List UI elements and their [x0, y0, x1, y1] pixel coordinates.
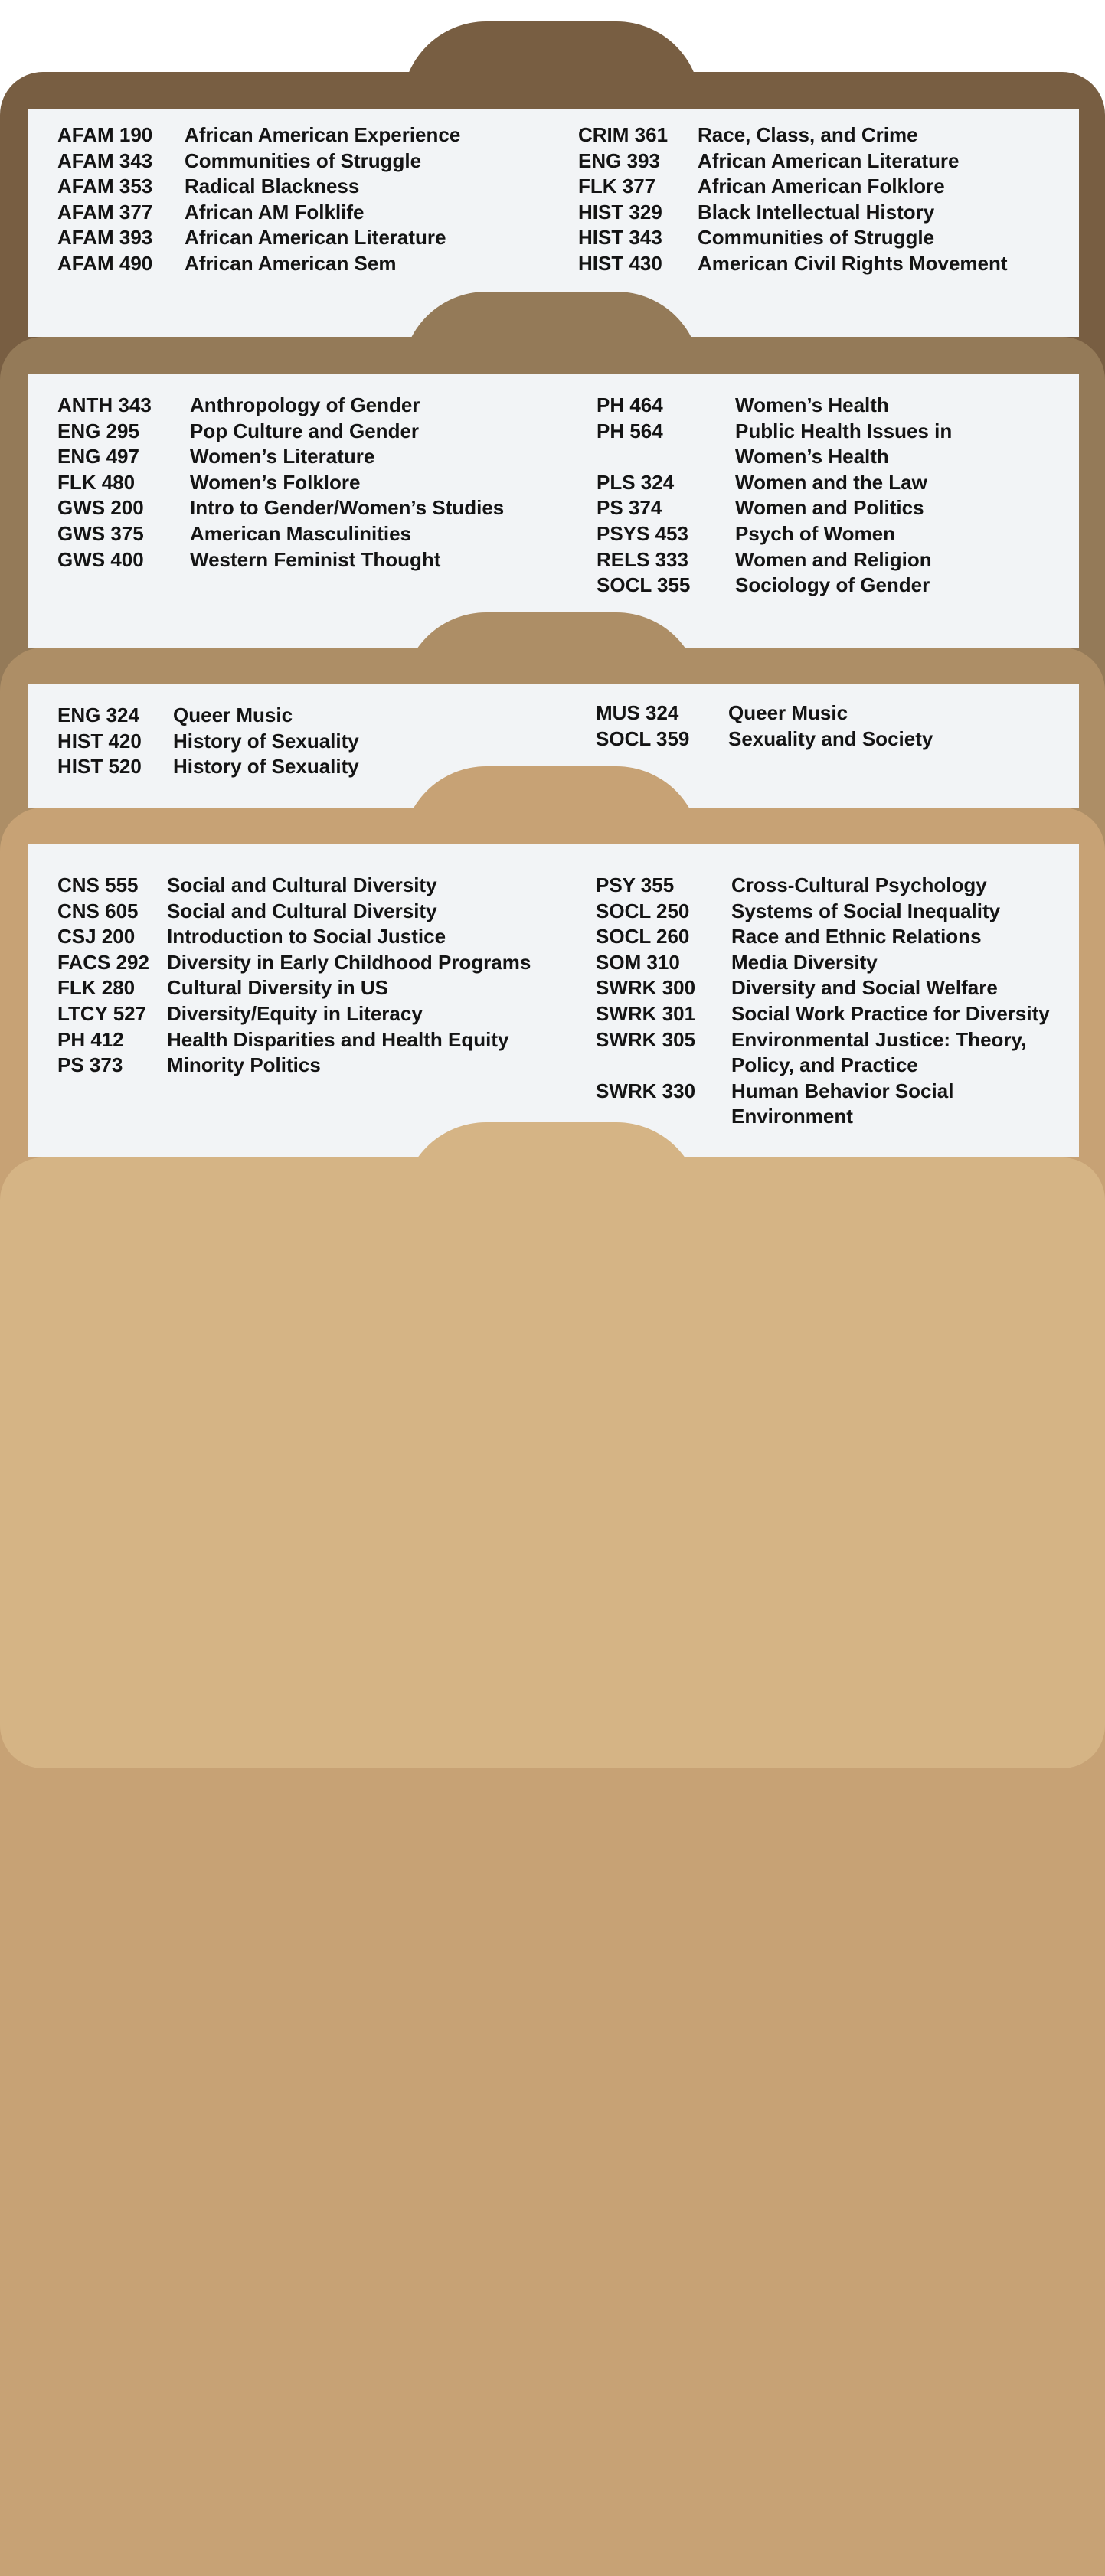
course-title: Communities of Struggle [185, 149, 422, 172]
course-code: SOCL 359 [596, 726, 690, 750]
course-title: Psych of Women [735, 521, 896, 545]
course-code: SOCL 355 [597, 573, 691, 597]
course-code: SWRK 300 [596, 976, 696, 1000]
course-code: PSYS 453 [597, 521, 688, 545]
course-row [597, 573, 952, 599]
course-row [57, 924, 531, 950]
course-row [597, 521, 952, 547]
course-title: Social and Cultural Diversity [167, 899, 437, 922]
course-title: History of Sexuality [173, 729, 359, 753]
course-title: Sexuality and Society [728, 726, 933, 750]
course-title: Minority Politics [167, 1053, 321, 1077]
course-list-right [578, 122, 1008, 277]
course-row [57, 899, 531, 925]
course-code: AFAM 190 [57, 123, 153, 146]
course-title: Women and the Law [735, 470, 927, 494]
course-code: AFAM 377 [57, 200, 153, 224]
course-row [578, 122, 1008, 149]
course-code: SOCL 260 [596, 925, 690, 948]
course-code: CNS 555 [57, 873, 139, 896]
course-panel-2 [28, 374, 1079, 648]
course-row [597, 547, 952, 573]
course-title: American Civil Rights Movement [698, 251, 1008, 275]
course-row [596, 873, 1050, 899]
course-code: PH 464 [597, 393, 663, 416]
course-row [57, 122, 460, 149]
course-code: PS 373 [57, 1053, 123, 1077]
folder-5 [0, 1157, 1105, 1768]
course-title: Pop Culture and Gender [190, 419, 420, 442]
course-row [57, 1001, 531, 1027]
course-row [596, 1104, 1050, 1130]
course-list-left [57, 873, 531, 1079]
course-row [578, 225, 1008, 251]
course-title: Race, Class, and Crime [698, 123, 918, 146]
course-title: Women’s Health [735, 393, 889, 416]
course-title: Western Feminist Thought [190, 547, 441, 571]
course-code: AFAM 490 [57, 251, 153, 275]
course-title: Women’s Folklore [190, 470, 361, 494]
course-row [596, 1001, 1050, 1027]
course-title: African American Folklore [698, 175, 945, 198]
course-code: GWS 200 [57, 496, 144, 520]
course-row [57, 251, 460, 277]
course-row [57, 393, 504, 419]
course-code: SOCL 250 [596, 899, 690, 922]
course-code: AFAM 343 [57, 149, 153, 172]
course-title: African American Literature [185, 226, 446, 250]
course-code: ENG 497 [57, 445, 139, 469]
course-row [597, 393, 952, 419]
course-code: SWRK 305 [596, 1027, 696, 1051]
course-code: CRIM 361 [578, 123, 669, 146]
course-row [57, 950, 531, 976]
course-list-right [596, 873, 1050, 1130]
course-row [578, 251, 1008, 277]
course-title: Introduction to Social Justice [167, 925, 446, 948]
course-row [597, 444, 952, 470]
course-code: GWS 400 [57, 547, 144, 571]
course-code: AFAM 393 [57, 226, 153, 250]
course-title: American Masculinities [190, 521, 411, 545]
course-code: ENG 393 [578, 149, 660, 172]
course-row [596, 1079, 1050, 1105]
course-code: AFAM 353 [57, 175, 153, 198]
course-title: Systems of Social Inequality [731, 899, 1001, 922]
course-row [596, 975, 1050, 1001]
course-code: FLK 377 [578, 175, 656, 198]
course-title: African American Experience [185, 123, 461, 146]
course-row [57, 470, 504, 496]
course-row [57, 1053, 531, 1079]
course-code: FLK 280 [57, 976, 136, 1000]
course-code: ENG 324 [57, 704, 139, 726]
course-title: African American Sem [185, 251, 397, 275]
course-row [57, 521, 504, 547]
course-code: LTCY 527 [57, 1001, 147, 1025]
course-row [57, 729, 359, 755]
course-title: Intro to Gender/Women’s Studies [190, 496, 505, 520]
course-row [596, 726, 933, 753]
course-title: Women and Religion [735, 547, 932, 571]
course-code: CSJ 200 [57, 925, 136, 948]
course-code: MUS 324 [596, 701, 679, 724]
course-title: Black Intellectual History [698, 200, 935, 224]
course-code: CNS 605 [57, 899, 139, 922]
course-code: HIST 430 [578, 251, 662, 275]
course-title: Social Work Practice for Diversity [731, 1001, 1050, 1025]
course-row [57, 419, 504, 445]
course-code: GWS 375 [57, 521, 144, 545]
course-title-continued: Policy, and Practice [731, 1053, 918, 1077]
course-title: Sociology of Gender [735, 573, 930, 597]
course-title: Health Disparities and Health Equity [167, 1027, 509, 1051]
course-title: Media Diversity [731, 950, 878, 974]
course-title: Diversity in Early Childhood Programs [167, 950, 531, 974]
course-title: Communities of Struggle [698, 226, 935, 250]
course-title: Social and Cultural Diversity [167, 873, 437, 896]
course-row [596, 1053, 1050, 1079]
course-row [57, 547, 504, 573]
course-row [57, 200, 460, 226]
course-code: ANTH 343 [57, 393, 152, 416]
course-row [57, 873, 531, 899]
course-code: PS 374 [597, 496, 662, 520]
course-row [578, 149, 1008, 175]
course-code: SWRK 301 [596, 1001, 696, 1025]
course-title: Anthropology of Gender [190, 393, 420, 416]
course-list-left [57, 703, 359, 780]
course-title: African AM Folklife [185, 200, 365, 224]
course-list-right [597, 393, 952, 599]
course-row [597, 495, 952, 521]
course-row [57, 149, 460, 175]
course-row [57, 495, 504, 521]
course-list-right [596, 700, 933, 752]
course-title: Race and Ethnic Relations [731, 925, 982, 948]
course-code: HIST 329 [578, 200, 662, 224]
course-row [597, 419, 952, 445]
course-title: Environmental Justice: Theory, [731, 1027, 1027, 1051]
course-title: Diversity and Social Welfare [731, 976, 998, 1000]
course-title: History of Sexuality [173, 755, 359, 779]
course-row [57, 754, 359, 780]
course-row [57, 1027, 531, 1053]
course-code: PH 412 [57, 1027, 124, 1051]
course-row [57, 703, 359, 729]
course-panel-4 [28, 844, 1079, 1157]
course-code: FLK 480 [57, 470, 136, 494]
course-title: Queer Music [728, 701, 848, 724]
course-code: SWRK 330 [596, 1079, 696, 1102]
course-code: HIST 520 [57, 755, 142, 779]
course-code: ENG 295 [57, 419, 139, 442]
course-row [57, 174, 460, 200]
course-row [596, 924, 1050, 950]
course-title: Diversity/Equity in Literacy [167, 1001, 423, 1025]
course-code: SOM 310 [596, 950, 680, 974]
course-title: Radical Blackness [185, 175, 360, 198]
course-title: Public Health Issues in [735, 419, 953, 442]
course-row [597, 470, 952, 496]
course-title: Cross-Cultural Psychology [731, 873, 987, 896]
course-title: Women and Politics [735, 496, 924, 520]
course-row [578, 174, 1008, 200]
course-code: FACS 292 [57, 950, 149, 974]
course-title: Cultural Diversity in US [167, 976, 388, 1000]
course-title: African American Literature [698, 149, 960, 172]
course-list-left [57, 122, 460, 277]
course-title: Queer Music [173, 704, 293, 726]
course-list-left [57, 393, 504, 573]
course-row [57, 975, 531, 1001]
course-row [596, 700, 933, 726]
course-code: HIST 343 [578, 226, 662, 250]
course-code: RELS 333 [597, 547, 688, 571]
course-code: HIST 420 [57, 729, 142, 753]
course-code: PSY 355 [596, 873, 675, 896]
course-code: PH 564 [597, 419, 663, 442]
course-title-continued: Environment [731, 1105, 853, 1128]
course-title: Human Behavior Social [731, 1079, 954, 1102]
course-title-continued: Women’s Health [735, 445, 889, 469]
course-row [57, 225, 460, 251]
course-title: Women’s Literature [190, 445, 375, 469]
course-row [596, 950, 1050, 976]
course-row [578, 200, 1008, 226]
course-code: PLS 324 [597, 470, 675, 494]
course-row [596, 899, 1050, 925]
course-row [57, 444, 504, 470]
course-row [596, 1027, 1050, 1053]
